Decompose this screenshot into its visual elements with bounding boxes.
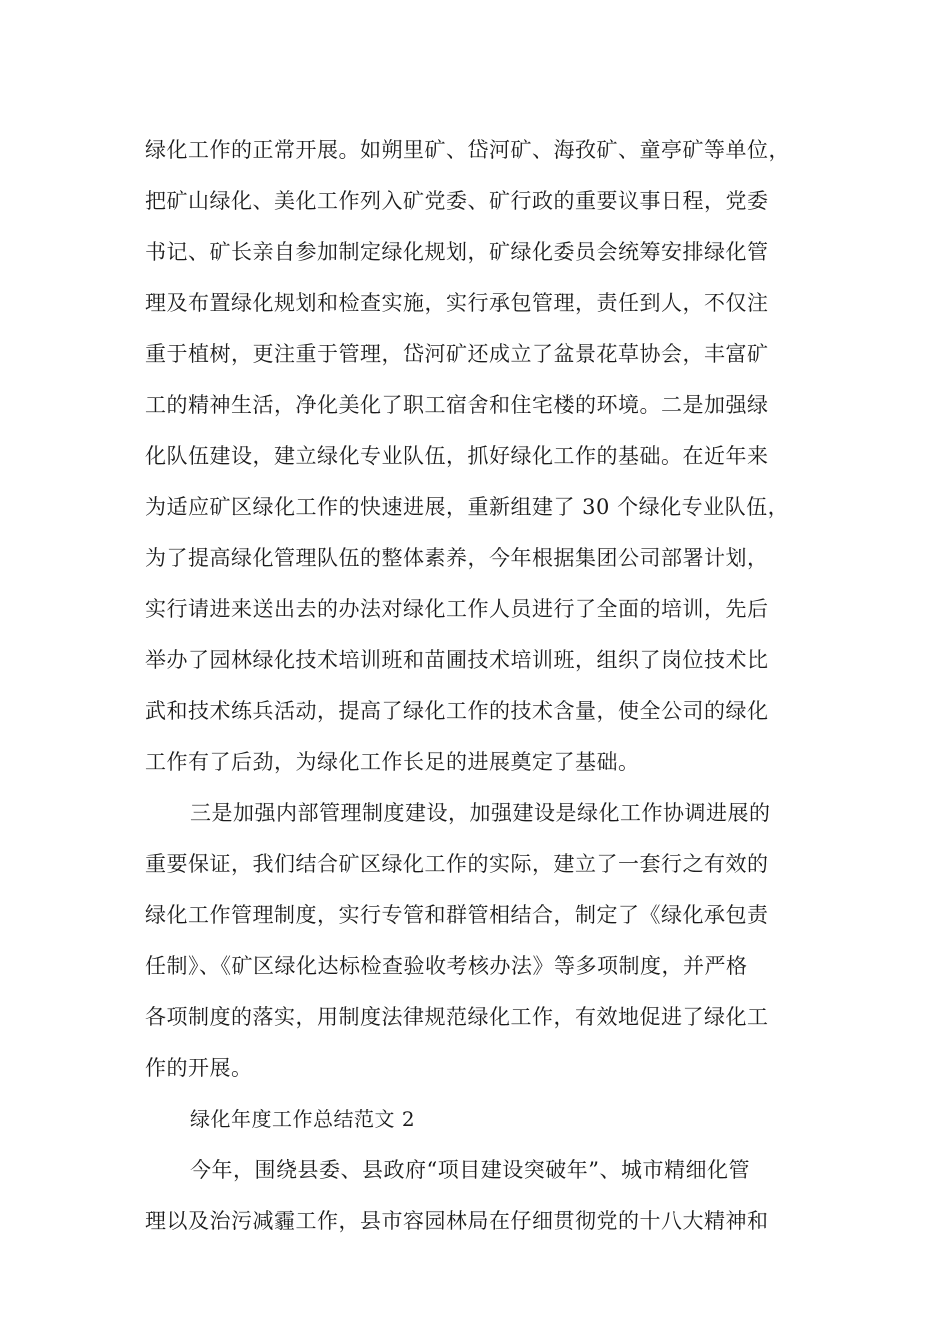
paragraph-line: 各项制度的落实，用制度法律规范绿化工作，有效地促进了绿化工	[145, 1005, 769, 1029]
paragraph-line: 实行请进来送出去的办法对绿化工作人员进行了全面的培训，先后	[145, 597, 769, 621]
paragraph-line: 作的开展。	[145, 1056, 253, 1080]
paragraph-line: 三是加强内部管理制度建设，加强建设是绿化工作协调进展的	[190, 801, 771, 825]
paragraph-line: 为了提高绿化管理队伍的整体素养，今年根据集团公司部署计划，	[145, 546, 769, 570]
paragraph-line: 任制》、《矿区绿化达标检查验收考核办法》等多项制度，并严格	[145, 954, 748, 978]
paragraph-line: 工的精神生活，净化美化了职工宿舍和住宅楼的环境。二是加强绿	[145, 393, 769, 417]
paragraph-line: 把矿山绿化、美化工作列入矿党委、矿行政的重要议事日程，党委	[145, 189, 769, 213]
paragraph-line: 今年，围绕县委、县政府“项目建设突破年”、城市精细化管	[190, 1158, 750, 1182]
paragraph-line: 举办了园林绿化技术培训班和苗圃技术培训班，组织了岗位技术比	[145, 648, 769, 672]
paragraph-line: 理及布置绿化规划和检查实施，实行承包管理，责任到人，不仅注	[145, 291, 769, 315]
paragraph-line: 重于植树，更注重于管理，岱河矿还成立了盆景花草协会，丰富矿	[145, 342, 769, 366]
paragraph-line: 书记、矿长亲自参加制定绿化规划，矿绿化委员会统筹安排绿化管	[145, 240, 769, 264]
paragraph-line: 重要保证，我们结合矿区绿化工作的实际，建立了一套行之有效的	[145, 852, 769, 876]
paragraph-line: 化队伍建设，建立绿化专业队伍，抓好绿化工作的基础。在近年来	[145, 444, 769, 468]
paragraph-line: 为适应矿区绿化工作的快速进展，重新组建了 30 个绿化专业队伍，	[145, 495, 790, 519]
paragraph-line: 绿化工作管理制度，实行专管和群管相结合，制定了《绿化承包责	[145, 903, 769, 927]
section-heading: 绿化年度工作总结范文 2	[190, 1107, 416, 1131]
paragraph-line: 理以及治污减霾工作，县市容园林局在仔细贯彻党的十八大精神和	[145, 1209, 769, 1233]
paragraph-line: 绿化工作的正常开展。如朔里矿、岱河矿、海孜矿、童亭矿等单位，	[145, 138, 790, 162]
paragraph-line: 工作有了后劲，为绿化工作长足的进展奠定了基础。	[145, 750, 640, 774]
paragraph-line: 武和技术练兵活动，提高了绿化工作的技术含量，使全公司的绿化	[145, 699, 769, 723]
